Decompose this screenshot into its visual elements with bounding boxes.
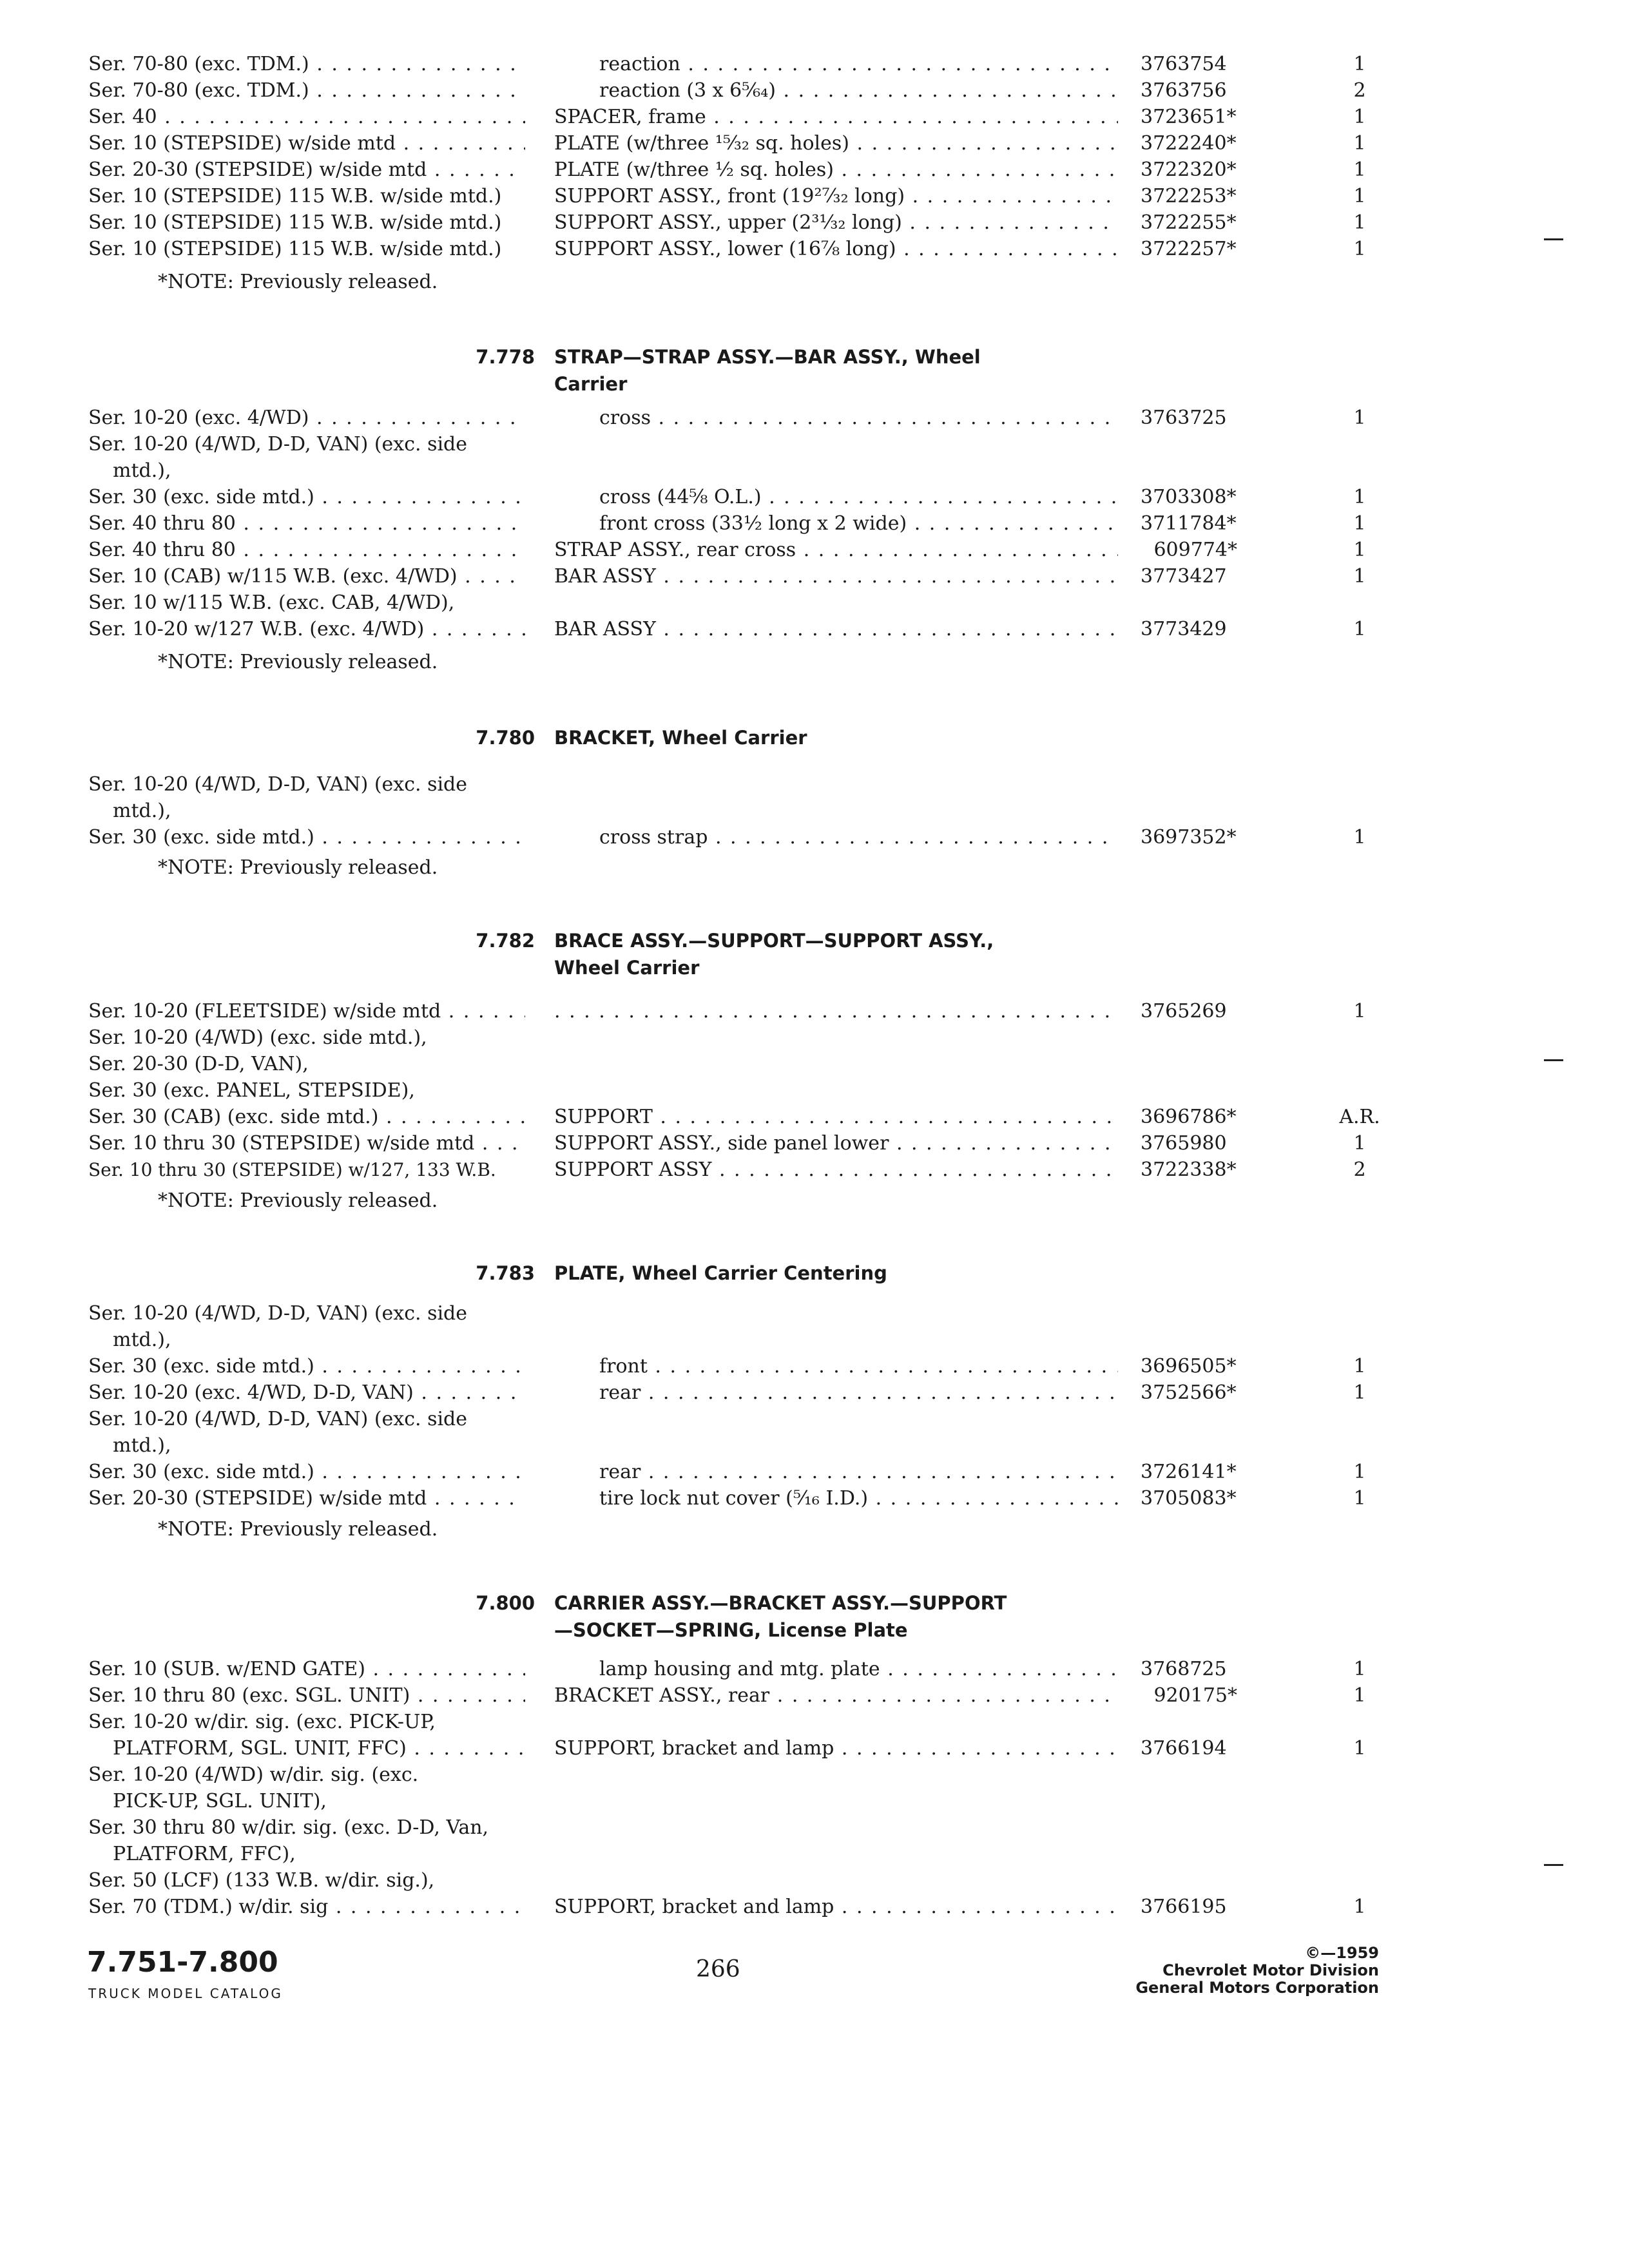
quantity: 1	[1353, 185, 1366, 207]
series-cell: Ser. 10-20 w/127 W.B. (exc. 4/WD) . . .	[88, 616, 525, 642]
part-cell: PLATE (w/three ¹⁵⁄₃₂ sq. holes) . . .	[554, 130, 1118, 157]
series-cell: PLATFORM, SGL. UNIT, FFC) . . .	[113, 1735, 525, 1762]
part-number: 3773427	[1141, 565, 1227, 588]
series-cell: mtd.),	[113, 1329, 171, 1351]
series-cell: Ser. 10-20 (4/WD, D-D, VAN) (exc. side	[88, 1408, 468, 1430]
series-cell: Ser. 10-20 (4/WD) w/dir. sig. (exc.	[88, 1763, 419, 1786]
part-number: 3773429	[1141, 618, 1227, 640]
series-cell: Ser. 70-80 (exc. TDM.) . . .	[88, 51, 525, 77]
part-cell: lamp housing and mtg. plate . . .	[599, 1656, 1118, 1682]
series-cell: mtd.),	[113, 800, 171, 822]
part-number: 3722320*	[1141, 159, 1237, 181]
part-cell: rear . . .	[599, 1379, 1118, 1406]
section-title: STRAP—STRAP ASSY.—BAR ASSY., Wheel	[554, 346, 981, 368]
part-number: 3768725	[1141, 1658, 1227, 1680]
table-row	[0, 510, 1629, 537]
section-title: Carrier	[554, 373, 628, 395]
table-row	[0, 1841, 1629, 1867]
part-cell: rear . . .	[599, 1459, 1118, 1485]
part-cell: front . . .	[599, 1353, 1118, 1379]
part-number: 3722255*	[1141, 211, 1237, 234]
quantity: 1	[1353, 826, 1366, 849]
table-row	[0, 1300, 1629, 1327]
part-number: 3696505*	[1141, 1355, 1237, 1378]
section-number: 7.783	[476, 1262, 535, 1284]
part-number: 609774*	[1153, 539, 1237, 561]
part-number: 3763754	[1141, 53, 1227, 75]
quantity: 1	[1353, 1684, 1366, 1707]
series-cell: Ser. 70-80 (exc. TDM.) . . .	[88, 77, 525, 104]
part-cell: SUPPORT ASSY., side panel lower . . .	[554, 1130, 1118, 1157]
quantity: 1	[1353, 565, 1366, 588]
part-cell: SPACER, frame . . .	[554, 104, 1118, 130]
quantity: 1	[1353, 53, 1366, 75]
section-title: BRACKET, Wheel Carrier	[554, 727, 807, 749]
part-number: 3752566*	[1141, 1381, 1237, 1404]
part-number: 3765269	[1141, 1000, 1227, 1023]
table-row	[0, 824, 1629, 850]
section-title: CARRIER ASSY.—BRACKET ASSY.—SUPPORT	[554, 1592, 1007, 1614]
quantity: 1	[1353, 407, 1366, 429]
table-row	[0, 1104, 1629, 1130]
series-cell: PICK-UP, SGL. UNIT),	[113, 1790, 327, 1812]
part-cell: BRACKET ASSY., rear . . .	[554, 1682, 1118, 1709]
part-number: 3696786*	[1141, 1106, 1237, 1128]
footer-copyright	[1095, 1945, 1379, 1997]
table-row	[0, 1814, 1629, 1841]
part-number: 3723651*	[1141, 106, 1237, 128]
part-number: 3722253*	[1141, 185, 1237, 207]
section-title: BRACE ASSY.—SUPPORT—SUPPORT ASSY.,	[554, 930, 994, 952]
table-row	[0, 130, 1629, 157]
table-row	[0, 1130, 1629, 1157]
series-cell: Ser. 30 (exc. PANEL, STEPSIDE),	[88, 1079, 415, 1102]
note: *NOTE: Previously released.	[158, 271, 438, 293]
series-cell: Ser. 70 (TDM.) w/dir. sig . . .	[88, 1894, 525, 1920]
series-cell: Ser. 40 . . .	[88, 104, 525, 130]
series-cell: Ser. 10 (STEPSIDE) w/side mtd . . .	[88, 130, 525, 157]
quantity: 1	[1353, 618, 1366, 640]
table-row	[0, 1459, 1629, 1485]
part-cell: reaction . . .	[599, 51, 1118, 77]
table-row	[0, 1656, 1629, 1682]
part-number: 920175*	[1153, 1684, 1237, 1707]
part-cell	[554, 998, 1118, 1024]
part-cell: SUPPORT ASSY., front (19²⁷⁄₃₂ long) . . .	[554, 183, 1118, 209]
section-title: —SOCKET—SPRING, License Plate	[554, 1619, 908, 1641]
margin-mark	[1544, 1864, 1563, 1866]
table-row	[0, 1867, 1629, 1894]
series-cell: Ser. 10 (CAB) w/115 W.B. (exc. 4/WD) . . .	[88, 563, 525, 590]
part-cell: SUPPORT ASSY., lower (16⁷⁄₈ long) . . .	[554, 236, 1118, 262]
section-number: 7.778	[476, 346, 535, 368]
table-row	[0, 457, 1629, 484]
series-cell: Ser. 10-20 (4/WD, D-D, VAN) (exc. side	[88, 433, 468, 456]
table-row	[0, 405, 1629, 431]
series-cell: Ser. 30 (exc. side mtd.) . . .	[88, 824, 525, 850]
quantity: 1	[1353, 1000, 1366, 1023]
table-row	[0, 537, 1629, 563]
table-row	[0, 771, 1629, 798]
table-row	[0, 1353, 1629, 1379]
part-cell: reaction (3 x 6⁵⁄₆₄) . . .	[599, 77, 1118, 104]
table-row	[0, 616, 1629, 642]
quantity: 1	[1353, 211, 1366, 234]
series-cell: Ser. 10-20 (exc. 4/WD, D-D, VAN) . . .	[88, 1379, 525, 1406]
series-cell: Ser. 10-20 (4/WD, D-D, VAN) (exc. side	[88, 1302, 468, 1325]
table-row	[0, 1894, 1629, 1920]
quantity: 1	[1353, 159, 1366, 181]
part-cell: SUPPORT, bracket and lamp . . .	[554, 1894, 1118, 1920]
part-cell: BAR ASSY . . .	[554, 563, 1118, 590]
series-cell: mtd.),	[113, 459, 171, 482]
series-cell: Ser. 30 (exc. side mtd.) . . .	[88, 484, 525, 510]
section-number: 7.782	[476, 930, 535, 952]
table-row	[0, 1788, 1629, 1814]
note: *NOTE: Previously released.	[158, 651, 438, 673]
quantity: 2	[1353, 79, 1366, 102]
series-cell: Ser. 30 (exc. side mtd.) . . .	[88, 1353, 525, 1379]
note: *NOTE: Previously released.	[158, 1189, 438, 1212]
part-number: 3705083*	[1141, 1487, 1237, 1510]
part-number: 3763756	[1141, 79, 1227, 102]
part-cell: BAR ASSY . . .	[554, 616, 1118, 642]
part-number: 3766195	[1141, 1896, 1227, 1918]
table-row	[0, 998, 1629, 1024]
part-number: 3711784*	[1141, 512, 1237, 535]
series-cell: Ser. 30 (exc. side mtd.) . . .	[88, 1459, 525, 1485]
series-cell: Ser. 10 (STEPSIDE) 115 W.B. w/side mtd.)	[88, 185, 502, 207]
table-row	[0, 1485, 1629, 1512]
part-number: 3726141*	[1141, 1461, 1237, 1483]
table-row	[0, 183, 1629, 209]
part-number: 3722257*	[1141, 238, 1237, 260]
copyright-year: ©—1959	[1305, 1944, 1379, 1962]
table-row	[0, 563, 1629, 590]
series-cell: Ser. 40 thru 80 . . .	[88, 510, 525, 537]
series-cell: Ser. 10-20 (4/WD, D-D, VAN) (exc. side	[88, 773, 468, 796]
page-number: 266	[696, 1956, 740, 1983]
series-cell: Ser. 10 (STEPSIDE) 115 W.B. w/side mtd.)	[88, 211, 502, 234]
margin-mark	[1544, 1059, 1563, 1061]
series-cell: Ser. 10 (SUB. w/END GATE) . . .	[88, 1656, 525, 1682]
quantity: 1	[1353, 1487, 1366, 1510]
part-cell: SUPPORT ASSY . . .	[554, 1157, 1118, 1183]
table-row	[0, 1379, 1629, 1406]
table-row	[0, 1157, 1629, 1183]
part-cell: SUPPORT, bracket and lamp . . .	[554, 1735, 1118, 1762]
series-cell: Ser. 10-20 (exc. 4/WD) . . .	[88, 405, 525, 431]
series-cell: Ser. 10 w/115 W.B. (exc. CAB, 4/WD),	[88, 591, 455, 614]
note: *NOTE: Previously released.	[158, 856, 438, 879]
series-cell: Ser. 40 thru 80 . . .	[88, 537, 525, 563]
section-title: Wheel Carrier	[554, 957, 700, 979]
series-cell: Ser. 10 thru 30 (STEPSIDE) w/127, 133 W.B.	[88, 1159, 496, 1180]
quantity: A.R.	[1339, 1106, 1380, 1128]
part-number: 3765980	[1141, 1132, 1227, 1155]
table-row	[0, 1735, 1629, 1762]
quantity: 1	[1353, 1896, 1366, 1918]
quantity: 1	[1353, 1381, 1366, 1404]
quantity: 1	[1353, 106, 1366, 128]
table-row	[0, 1762, 1629, 1788]
part-cell: cross . . .	[599, 405, 1118, 431]
quantity: 1	[1353, 132, 1366, 155]
footer-section-range: 7.751-7.800	[87, 1946, 278, 1979]
series-cell: Ser. 10 (STEPSIDE) 115 W.B. w/side mtd.)	[88, 238, 502, 260]
part-cell: tire lock nut cover (⁵⁄₁₆ I.D.) . . .	[599, 1485, 1118, 1512]
quantity: 1	[1353, 1132, 1366, 1155]
footer-catalog-name: TRUCK MODEL CATALOG	[88, 1986, 283, 2001]
margin-mark	[1544, 238, 1563, 240]
table-row	[0, 77, 1629, 104]
table-row	[0, 798, 1629, 824]
part-cell: STRAP ASSY., rear cross . . .	[554, 537, 1118, 563]
table-row	[0, 1406, 1629, 1432]
table-row	[0, 1051, 1629, 1077]
note: *NOTE: Previously released.	[158, 1518, 438, 1541]
corporation-name: General Motors Corporation	[1135, 1979, 1379, 1997]
table-row	[0, 1024, 1629, 1051]
table-row	[0, 51, 1629, 77]
table-row	[0, 590, 1629, 616]
part-number: 3697352*	[1141, 826, 1237, 849]
quantity: 1	[1353, 1355, 1366, 1378]
table-row	[0, 1432, 1629, 1459]
table-row	[0, 1682, 1629, 1709]
division-name: Chevrolet Motor Division	[1162, 1961, 1379, 1979]
quantity: 1	[1353, 512, 1366, 535]
table-row	[0, 484, 1629, 510]
part-number: 3766194	[1141, 1737, 1227, 1760]
series-cell: PLATFORM, FFC),	[113, 1843, 296, 1865]
quantity: 1	[1353, 539, 1366, 561]
table-row	[0, 104, 1629, 130]
table-row	[0, 1709, 1629, 1735]
quantity: 2	[1353, 1158, 1366, 1181]
series-cell: Ser. 50 (LCF) (133 W.B. w/dir. sig.),	[88, 1869, 435, 1892]
quantity: 1	[1353, 1658, 1366, 1680]
part-cell: cross (44⅝ O.L.) . . .	[599, 484, 1118, 510]
table-row	[0, 1327, 1629, 1353]
table-row	[0, 1077, 1629, 1104]
series-cell: Ser. 30 (CAB) (exc. side mtd.) . . .	[88, 1104, 525, 1130]
section-number: 7.800	[476, 1592, 535, 1614]
quantity: 1	[1353, 1461, 1366, 1483]
part-number: 3722338*	[1141, 1158, 1237, 1181]
table-row	[0, 157, 1629, 183]
part-cell: cross strap . . .	[599, 824, 1118, 850]
table-row	[0, 431, 1629, 457]
part-cell: SUPPORT ASSY., upper (2³¹⁄₃₂ long) . . .	[554, 209, 1118, 236]
quantity: 1	[1353, 486, 1366, 508]
series-cell: Ser. 10 thru 30 (STEPSIDE) w/side mtd . . .	[88, 1130, 525, 1157]
section-number: 7.780	[476, 727, 535, 749]
quantity: 1	[1353, 238, 1366, 260]
series-cell: mtd.),	[113, 1434, 171, 1457]
part-number: 3722240*	[1141, 132, 1237, 155]
series-cell: Ser. 10-20 (FLEETSIDE) w/side mtd . . .	[88, 998, 525, 1024]
series-cell: Ser. 20-30 (STEPSIDE) w/side mtd . . .	[88, 157, 525, 183]
quantity: 1	[1353, 1737, 1366, 1760]
part-cell: front cross (33½ long x 2 wide) . . .	[599, 510, 1118, 537]
series-cell: Ser. 30 thru 80 w/dir. sig. (exc. D-D, Van,	[88, 1816, 489, 1839]
series-cell: Ser. 20-30 (D-D, VAN),	[88, 1053, 309, 1075]
series-cell: Ser. 10 thru 80 (exc. SGL. UNIT) . . .	[88, 1682, 525, 1709]
part-cell: PLATE (w/three ½ sq. holes) . . .	[554, 157, 1118, 183]
part-number: 3763725	[1141, 407, 1227, 429]
part-cell: SUPPORT . . .	[554, 1104, 1118, 1130]
series-cell: Ser. 10-20 (4/WD) (exc. side mtd.),	[88, 1026, 427, 1049]
section-title: PLATE, Wheel Carrier Centering	[554, 1262, 887, 1284]
series-cell: Ser. 20-30 (STEPSIDE) w/side mtd . . .	[88, 1485, 525, 1512]
series-cell: Ser. 10-20 w/dir. sig. (exc. PICK-UP,	[88, 1711, 436, 1733]
table-row	[0, 236, 1629, 262]
part-number: 3703308*	[1141, 486, 1237, 508]
table-row	[0, 209, 1629, 236]
